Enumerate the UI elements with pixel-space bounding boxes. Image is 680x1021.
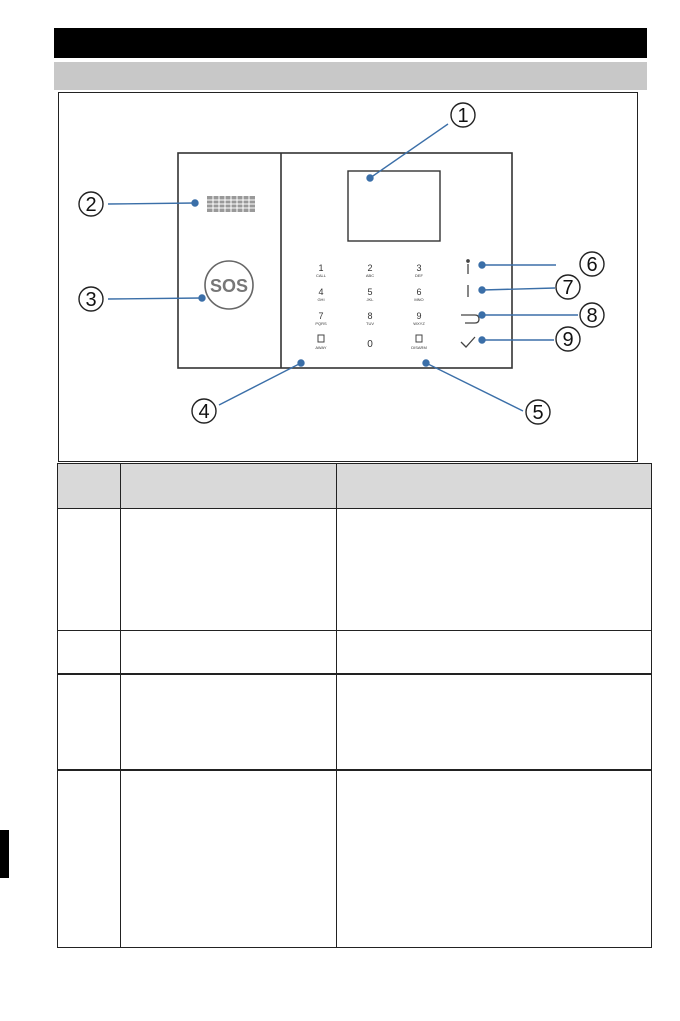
keypad-key[interactable] [317,287,324,302]
key-letters: TUV [366,321,374,326]
description-table [57,463,652,948]
page-edge-tab [0,830,9,878]
table-row [58,509,652,631]
lcd-screen [348,171,440,241]
table-cell [337,770,652,948]
table-cell [121,770,337,948]
key-digit: 3 [416,263,422,273]
header-black-bar [54,28,647,58]
key-letters: GHI [317,297,325,302]
table-header-row [58,464,652,509]
table-cell [121,509,337,631]
callout-9-num: 9 [562,329,574,351]
table-cell [337,631,652,675]
callout-6-num: 6 [586,254,598,276]
key-letters: WXYZ [413,321,425,326]
table-cell [121,631,337,675]
key-digit: 6 [416,287,422,297]
key-digit: 4 [318,287,324,297]
callout-8-num: 8 [586,305,598,327]
callout-5-num: 5 [532,402,544,424]
table-cell [58,770,121,948]
callout-7-num: 7 [562,277,574,299]
header-cell [337,464,652,509]
header-grey-bar [54,62,647,90]
table-cell [58,509,121,631]
key-letters: DEF [415,273,423,278]
key-letters: DISARM [411,345,427,350]
callout-4-num: 4 [198,401,210,423]
key-digit: 9 [416,311,422,321]
key-digit: 8 [367,311,373,321]
callout-2-num: 2 [85,194,97,216]
key-digit: 2 [367,263,373,273]
table-cell [121,674,337,770]
key-letters: MNO [414,297,424,302]
key-letters: JKL [366,297,374,302]
table-row [58,674,652,770]
key-letters: CALL [315,273,327,278]
table-row [58,631,652,675]
key-letters: ABC [365,273,375,278]
key-digit: 0 [367,339,373,350]
panel-illustration [59,93,639,463]
table-cell [337,509,652,631]
key-letters: PQRS [315,321,327,326]
panel-diagram [58,92,638,462]
key-digit: 7 [318,311,324,321]
table-cell [58,674,121,770]
key-digit: 1 [318,263,324,273]
header-cell [58,464,121,509]
key-letters: AWAY [315,345,327,350]
table-cell [337,674,652,770]
key-digit: 5 [367,287,373,297]
table-cell [58,631,121,675]
keypad-key[interactable] [367,339,373,350]
callout-3-num: 3 [85,289,97,311]
callout-1-num: 1 [457,105,469,127]
table-row [58,770,652,948]
header-cell [121,464,337,509]
sos-label: SOS [209,276,249,296]
